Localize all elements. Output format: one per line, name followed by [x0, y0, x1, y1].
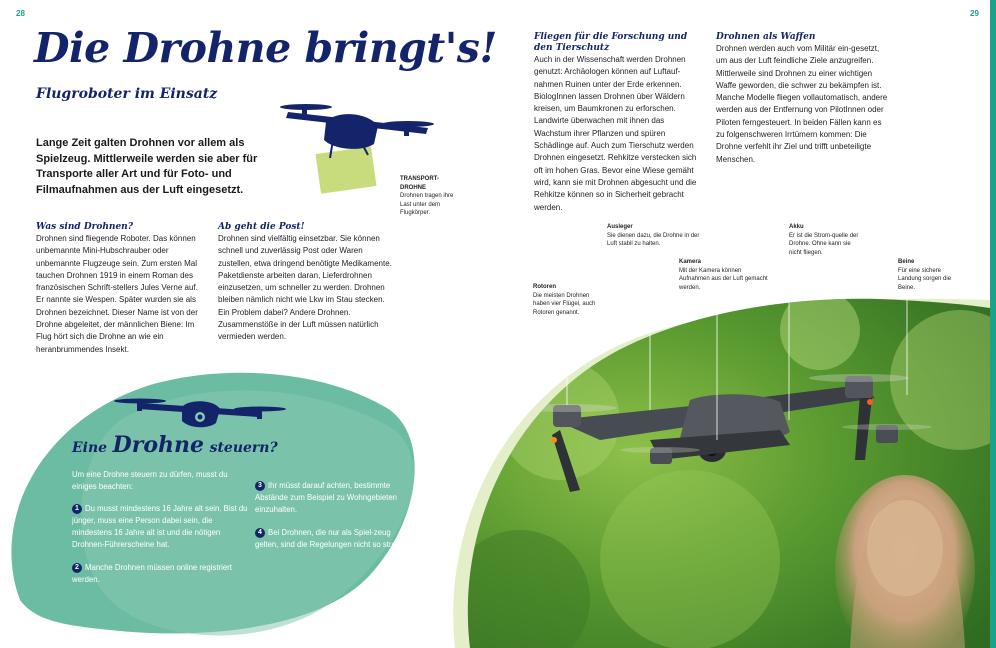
- label-ausleger: [607, 223, 711, 249]
- label-kamera: [679, 258, 769, 292]
- label-title: Rotoren: [533, 284, 556, 290]
- section-heading: Was sind Drohnen?: [36, 222, 133, 232]
- steer-heading-pre: Eine: [72, 440, 108, 456]
- section-heading: Fliegen für die Forschung und den Tierschutz: [534, 32, 688, 53]
- steering-drone-icon: [112, 393, 288, 433]
- steer-item-text: Du musst mindestens 16 Jahre alt sein. Bist du jünger, muss eine Person dabei sein, die mindestens 16 Jahre alt ist und die nötigen Drohnen-Führerscheine hat.: [72, 504, 248, 549]
- label-title: Ausleger: [607, 224, 633, 230]
- label-akku: [789, 223, 859, 257]
- steer-item-text: Manche Drohnen müssen online registriert werden.: [72, 563, 232, 584]
- steer-item-text: Bei Drohnen, die nur als Spiel-zeug gelten, sind die Regelungen nicht so streng.: [255, 528, 407, 549]
- section-heading: Ab geht die Post!: [218, 222, 305, 232]
- steer-heading-big: Drohne: [112, 432, 204, 458]
- label-text: Er ist die Strom-quelle der Drohne. Ohne kann sie nicht fliegen.: [789, 232, 859, 256]
- page-title: Die Drohne bringt's!: [34, 24, 497, 72]
- transport-drone-caption: [400, 175, 462, 218]
- label-title: Beine: [898, 259, 915, 265]
- label-text: Für eine sichere Landung sorgen die Beine.: [898, 267, 952, 291]
- section-text: Auch in der Wissenschaft werden Drohnen genutzt: Archäologen können auf Luftauf-nahmen Ruinen unter der Erde erkennen. BiologInnen lassen Drohnen über Wäldern kreisen, um Baumkronen zu erforschen. Landwirte überwachen mit ihnen das Wachstum ihrer Pflanzen und spüren Schädlinge auf. Auch zum Tierschutz werden Drohnen eingesetzt. Rehkitze verstecken sich oft im hohen Gras. Bevor eine Wiese gemäht wird, kann sie mit Drohnen abgesucht und die Rehkitze können so in Sicherheit gebracht werden.: [534, 55, 697, 212]
- section-post: [218, 222, 396, 344]
- steer-item-number: 2: [72, 563, 82, 573]
- label-text: Mit der Kamera können Aufnahmen aus der Luft gemacht werden.: [679, 267, 768, 291]
- label-title: Akku: [789, 224, 804, 230]
- label-rotoren: [533, 283, 597, 317]
- steer-item-4: [255, 527, 415, 551]
- label-text: Sie dienen dazu, die Drohne in der Luft stabil zu halten.: [607, 232, 700, 247]
- section-text: Drohnen sind vielfältig einsetzbar. Sie können schnell und zuverlässig Post oder Waren zustellen, etwa dringend benötigte Medikamente. Paketdienste arbeiten daran, Lieferdrohnen einzusetzen, um schneller zu werden. Drohnen bleiben nämlich nicht wie Lkw im Stau stecken. Ein Problem dabei? Andere Drohnen. Zusammenstöße in der Luft müssen natürlich vermieden werden.: [218, 234, 392, 342]
- label-beine: [898, 258, 964, 292]
- steer-item-number: 3: [255, 481, 265, 491]
- section-waffen: [716, 32, 892, 166]
- steer-item-2: [72, 562, 248, 586]
- section-text: Drohnen sind fliegende Roboter. Das können unbemannte Mini-Hubschrauber oder unbemannte Flugzeuge sein. Zum ersten Mal tauchen Drohnen 1919 in einem Roman des französischen Schrift-stellers Jules Verne auf. Er nannte sie Wespen. Später wurden sie als Drohnen bezeichnet. Dieser Name ist von der Drohne abgeleitet, der männlichen Biene: Im Flug hört sich die Drohne an wie ein heranbrummendes Insekt.: [36, 234, 198, 354]
- steer-item-number: 4: [255, 528, 265, 538]
- page-number-right: 29: [970, 9, 979, 18]
- steer-heading: [72, 432, 278, 458]
- steer-item-text: Ihr müsst darauf achten, bestimmte Abstände zum Beispiel zu Wohngebieten einzuhalten.: [255, 481, 398, 514]
- section-was-sind-drohnen: [36, 222, 208, 356]
- steer-item-3: [255, 480, 415, 516]
- page-subtitle: Flugroboter im Einsatz: [36, 86, 218, 102]
- transport-drone-label: TRANSPORT-DROHNE: [400, 176, 439, 191]
- intro-text: Lange Zeit galten Drohnen vor allem als Spielzeug. Mittlerweile werden sie aber für Transporte aller Art und für Foto- und Filmaufnahmen aus der Luft eingesetzt.: [36, 137, 258, 196]
- steer-item-number: 1: [72, 504, 82, 514]
- transport-drone-text: Drohnen tragen ihre Last unter dem Flugkörper.: [400, 193, 454, 216]
- label-text: Die meisten Drohnen haben vier Flügel, auch Rotoren genannt.: [533, 292, 596, 316]
- steer-intro: Um eine Drohne steuern zu dürfen, musst du einiges beachten:: [72, 470, 228, 491]
- page-number-left: 28: [16, 9, 25, 18]
- steer-item-1: [72, 503, 248, 551]
- label-title: Kamera: [679, 259, 702, 265]
- steer-heading-post: steuern?: [209, 440, 278, 456]
- section-heading: Drohnen als Waffen: [716, 32, 816, 42]
- section-text: Drohnen werden auch vom Militär ein-gesetzt, um aus der Luft feindliche Ziele anzugreifen. Mittlerweile sind Drohnen zu einer wichtigen Waffe geworden, die schwer zu bekämpfen ist. Manche Modelle fliegen vollautomatisch, andere werden aus der Entfernung von PilotInnen oder Piloten ferngesteuert. In beiden Fällen kann es zu folgenschweren Irrtümern kommen: Die Drohne verfehlt ihr Ziel und trifft unbeteiligte Menschen.: [716, 44, 888, 164]
- section-forschung: [534, 32, 702, 214]
